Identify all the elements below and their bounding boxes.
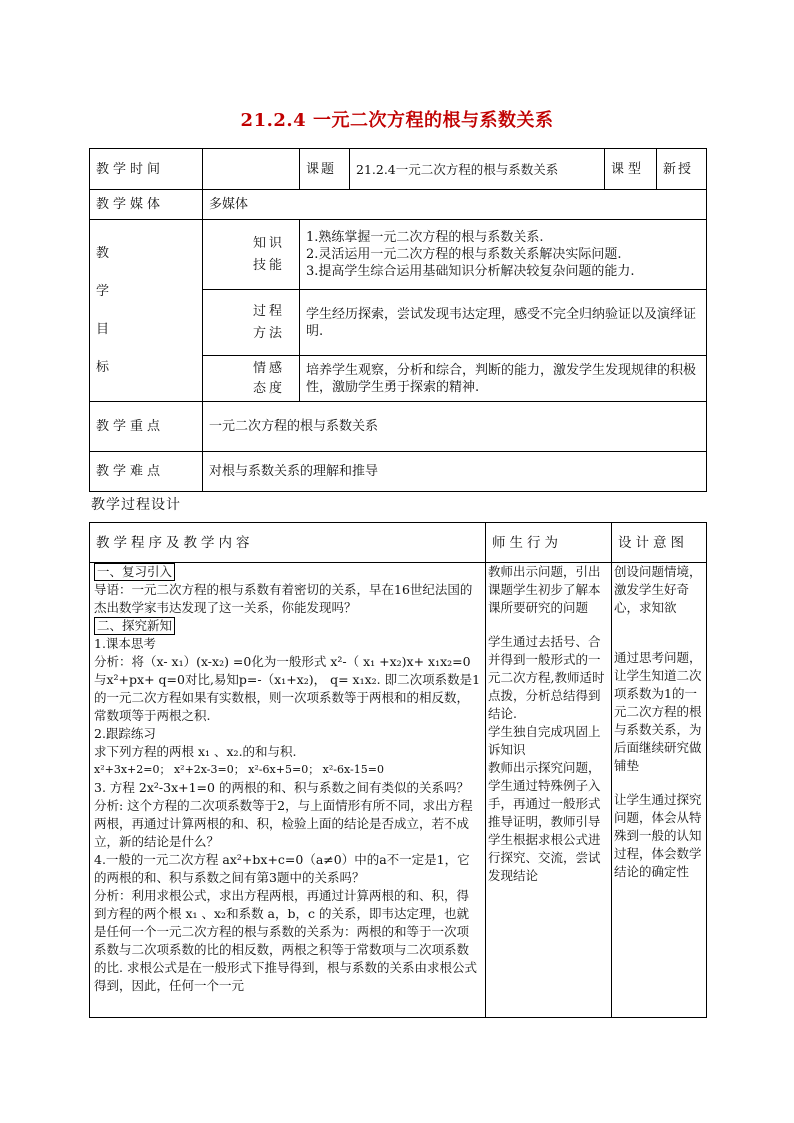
time-value bbox=[203, 149, 300, 190]
knowledge-item: 3.提高学生综合运用基础知识分析解决较复杂问题的能力. bbox=[306, 264, 635, 279]
behavior-text: 教师出示问题，引出课题学生初步了解本课所要研究的问题 bbox=[488, 564, 601, 615]
goals-char: 学 bbox=[96, 283, 110, 299]
lesson-info-table bbox=[89, 148, 707, 492]
knowledge-items bbox=[300, 220, 707, 290]
emotion-value: 培养学生观察，分析和综合，判断的能力，激发学生发现规律的积极性，激励学生勇于探索的精神. bbox=[300, 356, 707, 402]
part-title: 1.课本思考 bbox=[94, 636, 156, 651]
part-title: 2.跟踪练习 bbox=[94, 726, 156, 741]
page-title: 21.2.4 一元二次方程的根与系数关系 bbox=[240, 110, 554, 131]
analysis-text: 分析: 这个方程的二次项系数等于2，与上面情形有所不同，求出方程两根，再通过计算两根的和、积，检验上面的结论是否成立，若不成立，新的结论是什么？ bbox=[94, 798, 473, 849]
process-section-title: 教学过程设计 bbox=[91, 497, 181, 513]
goals-char: 教 bbox=[96, 245, 110, 261]
analysis-text: 分析：利用求根公式，求出方程两根，再通过计算两根的和、积，得到方程的两个根 x₁ 、x₂和系数 a，b，c 的关系，即韦达定理，也就是任何一个一元二次方程的根与系数的关系为：两根的和等于一次项系数与二次项系数的比的相反数，两根之积等于常数项与二次项系数的比. 求根公式是在一般形式下推导得到，根与系数的关系由求根公式得到，因此，任何一个一元 bbox=[94, 888, 477, 993]
process-table bbox=[89, 522, 707, 1018]
intro-text: 导语：一元二次方程的根与系数有着密切的关系，早在16世纪法国的杰出数学家韦达发现了这一关系，你能发现吗？ bbox=[94, 582, 473, 615]
col-header-behavior: 师生行为 bbox=[486, 523, 612, 563]
key-label: 教学重点 bbox=[90, 402, 203, 452]
process-value: 学生经历探索，尝试发现韦达定理，感受不完全归纳验证以及演绎证明. bbox=[300, 290, 707, 356]
media-value: 多媒体 bbox=[203, 190, 707, 220]
goals-char: 目 bbox=[96, 321, 110, 337]
difficulty-value: 对根与系数关系的理解和推导 bbox=[203, 452, 707, 492]
col-header-content: 教学程序及教学内容 bbox=[90, 523, 486, 563]
topic-label: 课题 bbox=[300, 149, 350, 190]
part-text: 分析：将（x- x₁）(x-x₂) =0化为一般形式 x²-（ x₁ +x₂)x+ x₁x₂=0与x²+px+ q=0对比,易知p=-（x₁+x₂)， q= x₁x₂. 即二次项系数是1的一元二次方程如果有实数根，则一次项系数等于两根和的相反数，常数项等于两根之积. bbox=[94, 654, 481, 723]
time-label: 教学时间 bbox=[90, 149, 203, 190]
equations: x²+3x+2=0； x²+2x-3=0； x²-6x+5=0； x²-6x-15=0 bbox=[94, 763, 384, 776]
section-heading: 一、复习引入 bbox=[94, 563, 175, 581]
intent-text: 让学生通过探究问题，体会从特殊到一般的认知过程，体会数学结论的确定性 bbox=[614, 792, 702, 879]
intent-text: 创设问题情境，激发学生好奇心，求知欲 bbox=[614, 564, 702, 615]
topic-value: 21.2.4一元二次方程的根与系数关系 bbox=[350, 149, 605, 190]
col-header-intent: 设计意图 bbox=[612, 523, 707, 563]
intent-cell bbox=[612, 563, 707, 1018]
knowledge-item: 2.灵活运用一元二次方程的根与系数关系解决实际问题. bbox=[306, 247, 622, 262]
goals-char: 标 bbox=[96, 359, 110, 375]
goals-label bbox=[90, 220, 203, 402]
emotion-label: 情感态度 bbox=[203, 356, 300, 402]
behavior-text: 学生独自完成巩固上诉知识 bbox=[488, 724, 601, 757]
type-label: 课型 bbox=[605, 149, 657, 190]
difficulty-label: 教学难点 bbox=[90, 452, 203, 492]
behavior-cell bbox=[486, 563, 612, 1018]
key-value: 一元二次方程的根与系数关系 bbox=[203, 402, 707, 452]
part-text: 3. 方程 2x²-3x+1=0 的两根的和、积与系数之间有类似的关系吗？ bbox=[94, 780, 469, 795]
part-text: 4.一般的一元二次方程 ax²+bx+c=0（a≠0）中的a不一定是1，它的两根的和、积与系数之间有第3题中的关系吗？ bbox=[94, 852, 470, 885]
content-cell bbox=[90, 563, 486, 1018]
knowledge-item: 1.熟练掌握一元二次方程的根与系数关系. bbox=[306, 230, 544, 245]
behavior-text: 学生通过去括号、合并得到一般形式的一元二次方程,教师适时点拨，分析总结得到结论. bbox=[488, 634, 605, 721]
process-label: 过程方法 bbox=[203, 290, 300, 356]
part-text: 求下列方程的两根 x₁ 、x₂.的和与积. bbox=[94, 744, 297, 759]
knowledge-label: 知识技能 bbox=[203, 220, 300, 290]
media-label: 教学媒体 bbox=[90, 190, 203, 220]
intent-text: 通过思考问题，让学生知道二次项系数为1的一元二次方程的根与系数关系，为后面继续研究做铺垫 bbox=[614, 650, 702, 773]
behavior-text: 教师出示探究问题，学生通过特殊例子入手，再通过一般形式推导证明，教师引导学生根据求根公式进行探究、交流，尝试发现结论 bbox=[488, 760, 601, 883]
section-heading: 二、探究新知 bbox=[94, 617, 175, 635]
type-value: 新授 bbox=[657, 149, 707, 190]
